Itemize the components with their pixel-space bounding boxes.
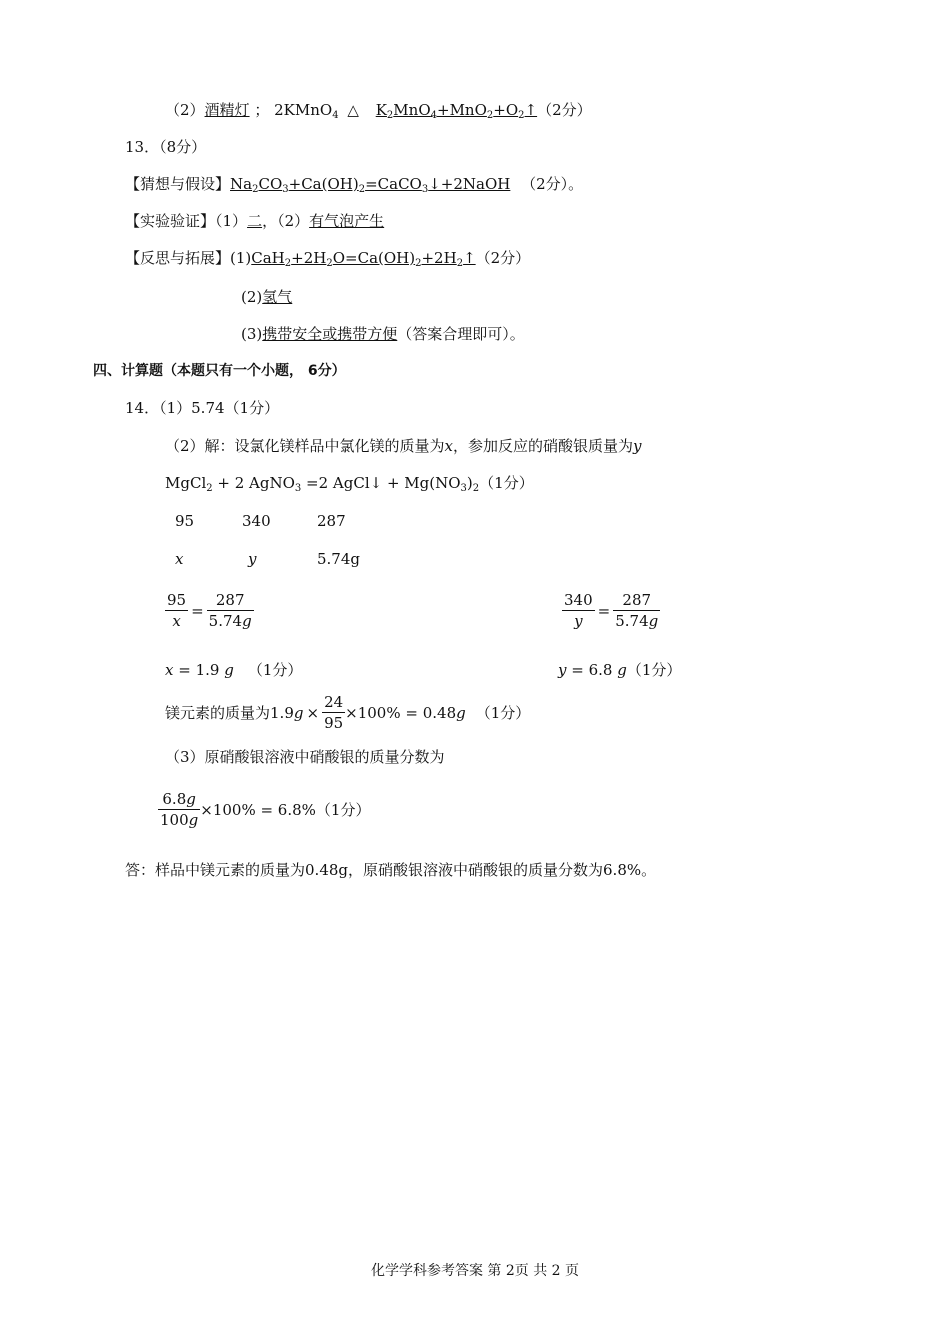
q14-part-3: （3）原硝酸银溶液中硝酸银的质量分数为	[165, 748, 445, 766]
verify-answer-2: 有气泡产生	[309, 212, 385, 230]
result-y: y = 6.8 g（1分）	[558, 661, 682, 679]
reactant: 2KMnO$_4$	[274, 101, 339, 121]
q14-solve-setup: （2）解：设氯化镁样品中氯化镁的质量为x，参加反应的硝酸银质量为y	[165, 437, 642, 455]
score: （1分）	[315, 800, 371, 819]
proportion-y: $\frac{340}{y}$ = $\frac{287}{5.74g}$	[564, 591, 659, 630]
var-y: y	[248, 550, 257, 568]
q14-part-1: 14．（1）5.74（1分）	[125, 399, 280, 417]
reflect-answer-2: 氢气	[262, 288, 293, 306]
var-x: x	[175, 550, 184, 568]
answer-line-12-2: （2）酒精灯 ； 2KMnO$_4$ △ $K_2MnO_4+MnO_2+O_2↑(2$分）	[165, 101, 592, 121]
fraction-95-over-x: $\frac{95}{x}$	[167, 591, 187, 630]
reflect-line-2: (2)氢气	[241, 288, 293, 306]
fraction-287-over-574g: $\frac{287}{5.74g}$	[208, 591, 252, 630]
verify-answer-1: 二	[247, 212, 263, 230]
molar-mass-95: 95	[175, 512, 195, 530]
score: （2分）	[475, 249, 531, 267]
score: （2分）	[537, 101, 592, 119]
reflect-equation: $CaH_2+2H_2O=Ca(OH)_2+2H_2↑$	[251, 249, 476, 269]
guess-tag: 【猜想与假设】	[125, 175, 231, 193]
fraction-340-over-y: $\frac{340}{y}$	[564, 591, 593, 630]
verify-line: 【实验验证】（1）二，（2）有气泡产生	[125, 212, 385, 230]
question-13-header: 13．（8分）	[125, 138, 207, 156]
mass-5-74g: 5.74g	[317, 550, 361, 568]
fraction-68g-over-100g: $\frac{6.8g}{100g}$	[160, 790, 199, 829]
proportion-x: $\frac{95}{x}$ = $\frac{287}{5.74g}$	[167, 591, 252, 630]
page-footer: 化学学科参考答案 第 2页 共 2 页	[370, 1263, 580, 1279]
fraction-24-over-95: $\frac{24}{95}$	[324, 693, 344, 732]
reflect-line-1: 【反思与拓展】$(1)CaH_2+2H_2O=Ca(OH)_2+2H_2↑(2$分）	[125, 249, 531, 269]
guess-line	[125, 174, 583, 194]
item-number: （2）	[165, 101, 205, 119]
magnesium-mass-line: 镁元素的质量为 1.9 g × $\frac{24}{95}$ ×100% = 0.48 g （1分）	[165, 693, 531, 732]
result-x: x = 1.9 g （1分）	[165, 661, 303, 679]
score: （2分）。	[521, 175, 584, 193]
fraction-287-over-574g-2: $\frac{287}{5.74g}$	[615, 591, 659, 630]
score: （1分）	[479, 474, 534, 492]
heat-symbol: △	[347, 101, 359, 119]
guess-equation: $Na_2CO_3+Ca(OH)_2=CaCO_3↓+2NaOH$	[230, 175, 511, 195]
verify-tag: 【实验验证】	[125, 212, 216, 230]
molar-mass-340: 340	[242, 512, 271, 530]
answer-alcohol-lamp: 酒精灯	[204, 101, 250, 119]
section-4-title: 四、计算题（本题只有一个小题， 6分）	[93, 363, 346, 379]
reflect-tag: 【反思与拓展】	[125, 249, 231, 267]
score: （1分）	[475, 703, 531, 722]
reflect-answer-3: 携带安全或携带方便	[262, 325, 398, 343]
molar-mass-287: 287	[317, 512, 346, 530]
mass-fraction-line: $\frac{6.8g}{100g}$ ×100% = 6.8% （1分）	[160, 790, 371, 829]
products: $K_2MnO_4+MnO_2+O_2↑$	[375, 101, 538, 121]
q14-equation: MgCl$_2$ + 2 AgNO$_3$ =2 AgCl↓ + $Mg(NO_3)_2(1$分）	[165, 474, 534, 494]
final-answer: 答：样品中镁元素的质量为0.48g，原硝酸银溶液中硝酸银的质量分数为6.8%。	[125, 861, 657, 879]
reflect-line-3: (3)携带安全或携带方便（答案合理即可）。	[241, 325, 525, 343]
